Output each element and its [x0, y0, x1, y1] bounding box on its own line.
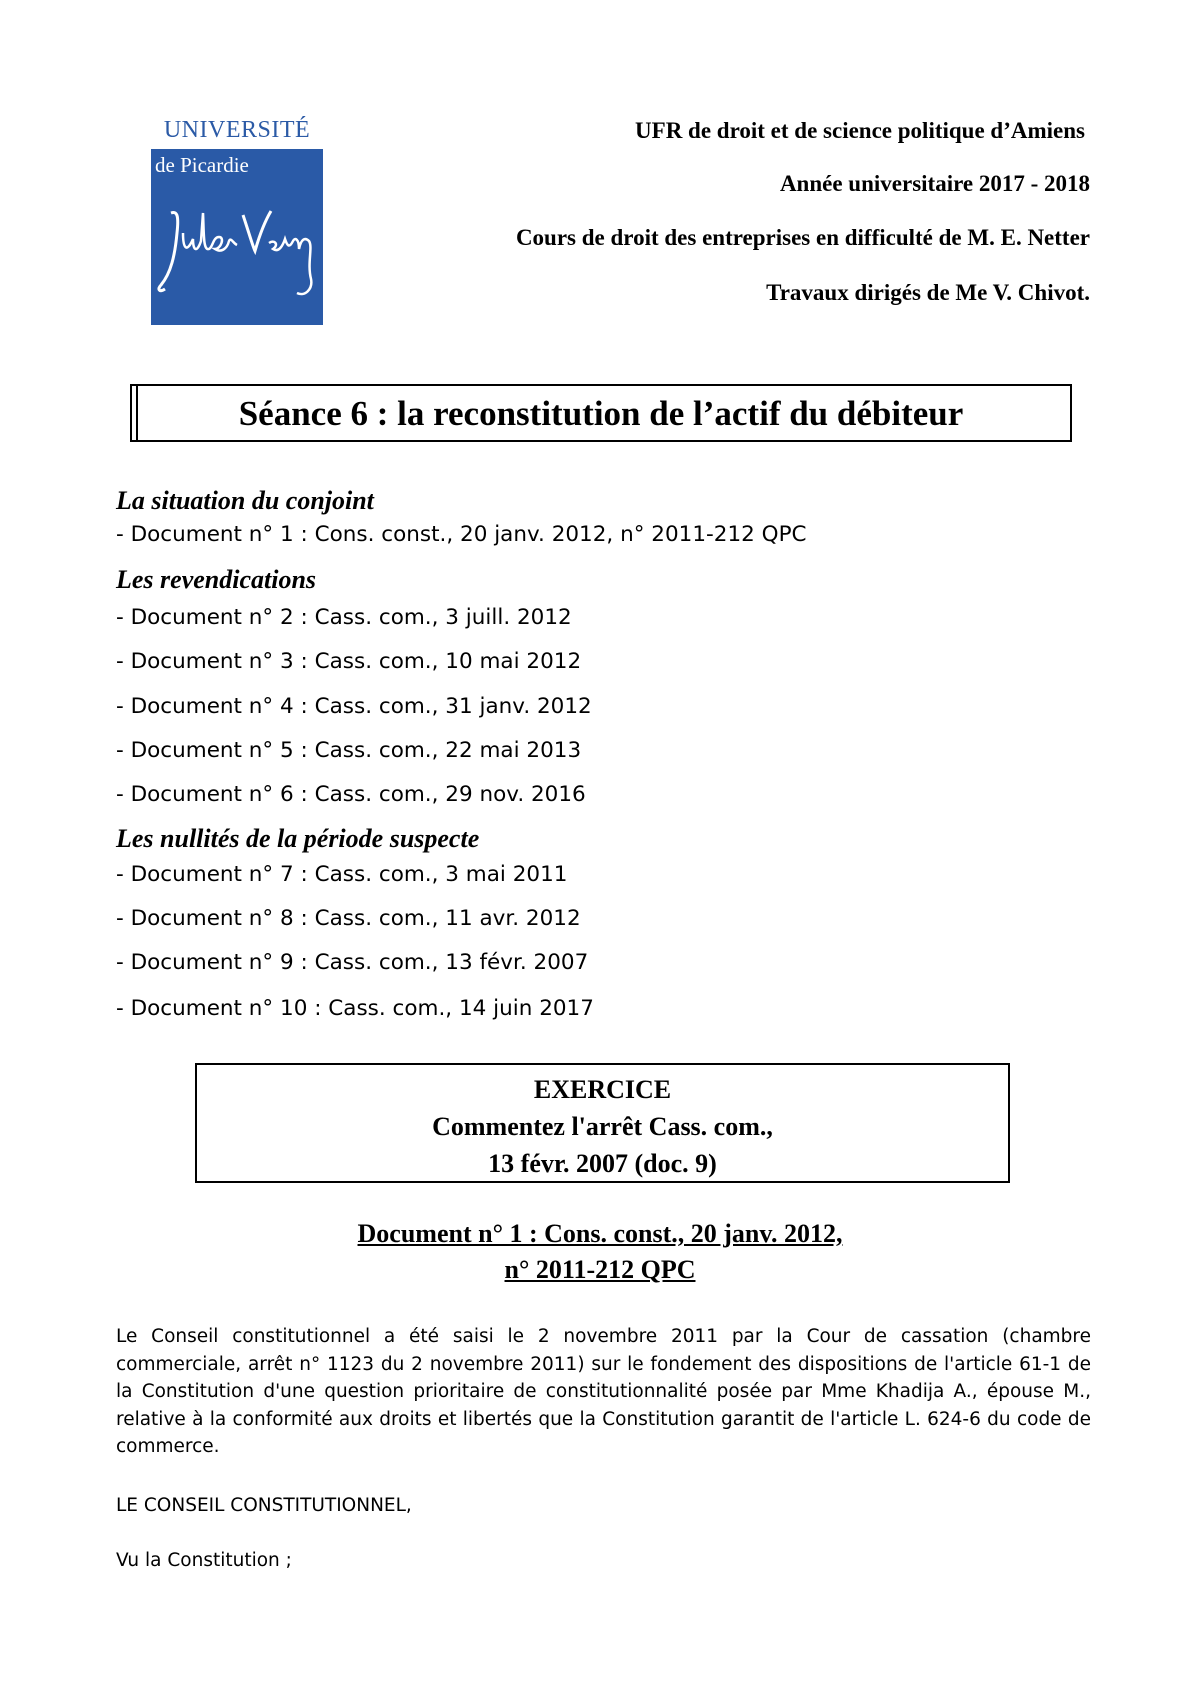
document1-vu-line: Vu la Constitution ; — [116, 1550, 292, 1571]
document-list-item: - Document n° 2 : Cass. com., 3 juill. 2012 — [116, 605, 572, 630]
header-year: Année universitaire 2017 - 2018 — [779, 171, 1090, 196]
exercise-box — [195, 1063, 1010, 1183]
logo-blue-block — [151, 149, 323, 325]
logo-picardie-label: de Picardie — [155, 153, 249, 177]
document-list-item: - Document n° 10 : Cass. com., 14 juin 2017 — [116, 996, 594, 1021]
exercise-reference: 13 févr. 2007 (doc. 9) — [488, 1149, 717, 1178]
jules-verne-signature-icon — [157, 193, 317, 303]
exercise-instruction: Commentez l'arrêt Cass. com., — [432, 1112, 773, 1141]
section-heading-conjoint: La situation du conjoint — [116, 486, 374, 515]
header-course: Cours de droit des entreprises en difficulté de M. E. Netter — [515, 225, 1090, 250]
document-list-item: - Document n° 7 : Cass. com., 3 mai 2011 — [116, 862, 568, 887]
document-list-item: - Document n° 6 : Cass. com., 29 nov. 2016 — [116, 782, 586, 807]
session-title-box — [130, 384, 1072, 442]
session-title: Séance 6 : la reconstitution de l’actif du débiteur — [238, 394, 964, 433]
document-list-item: - Document n° 1 : Cons. const., 20 janv. 2012, n° 2011-212 QPC — [116, 522, 807, 547]
header-ufr: UFR de droit et de science politique d’Amiens — [635, 118, 1085, 143]
exercise-label: EXERCICE — [533, 1075, 672, 1104]
document-list-item: - Document n° 9 : Cass. com., 13 févr. 2007 — [116, 950, 589, 975]
document-list-item: - Document n° 5 : Cass. com., 22 mai 2013 — [116, 738, 582, 763]
logo-university-label: UNIVERSITÉ — [151, 111, 323, 149]
document-list-item: - Document n° 3 : Cass. com., 10 mai 2012 — [116, 649, 582, 674]
section-heading-revendications: Les revendications — [116, 565, 317, 594]
document1-title-line2: n° 2011-212 QPC — [504, 1255, 696, 1284]
document-list-item: - Document n° 8 : Cass. com., 11 avr. 2012 — [116, 906, 581, 931]
document1-paragraph: Le Conseil constitutionnel a été saisi le 2 novembre 2011 par la Cour de cassation (chambre commerciale, arrêt n° 1123 du 2 novembre 2011) sur le fondement des dispositions de l'article 61-1 de la Constitution d'une question prioritaire de constitutionnalité posée par Mme Khadija A., épouse M., relative à la conformité aux droits et libertés que la Constitution garantit de l'article L. 624-6 du code de commerce. — [116, 1326, 1091, 1457]
header-td: Travaux dirigés de Me V. Chivot. — [766, 280, 1090, 305]
document1-title-line1: Document n° 1 : Cons. const., 20 janv. 2012, — [357, 1219, 843, 1248]
university-logo — [151, 111, 323, 327]
section-heading-nullites: Les nullités de la période suspecte — [116, 824, 480, 853]
document1-conseil-line: LE CONSEIL CONSTITUTIONNEL, — [116, 1495, 412, 1516]
document-list-item: - Document n° 4 : Cass. com., 31 janv. 2012 — [116, 694, 592, 719]
